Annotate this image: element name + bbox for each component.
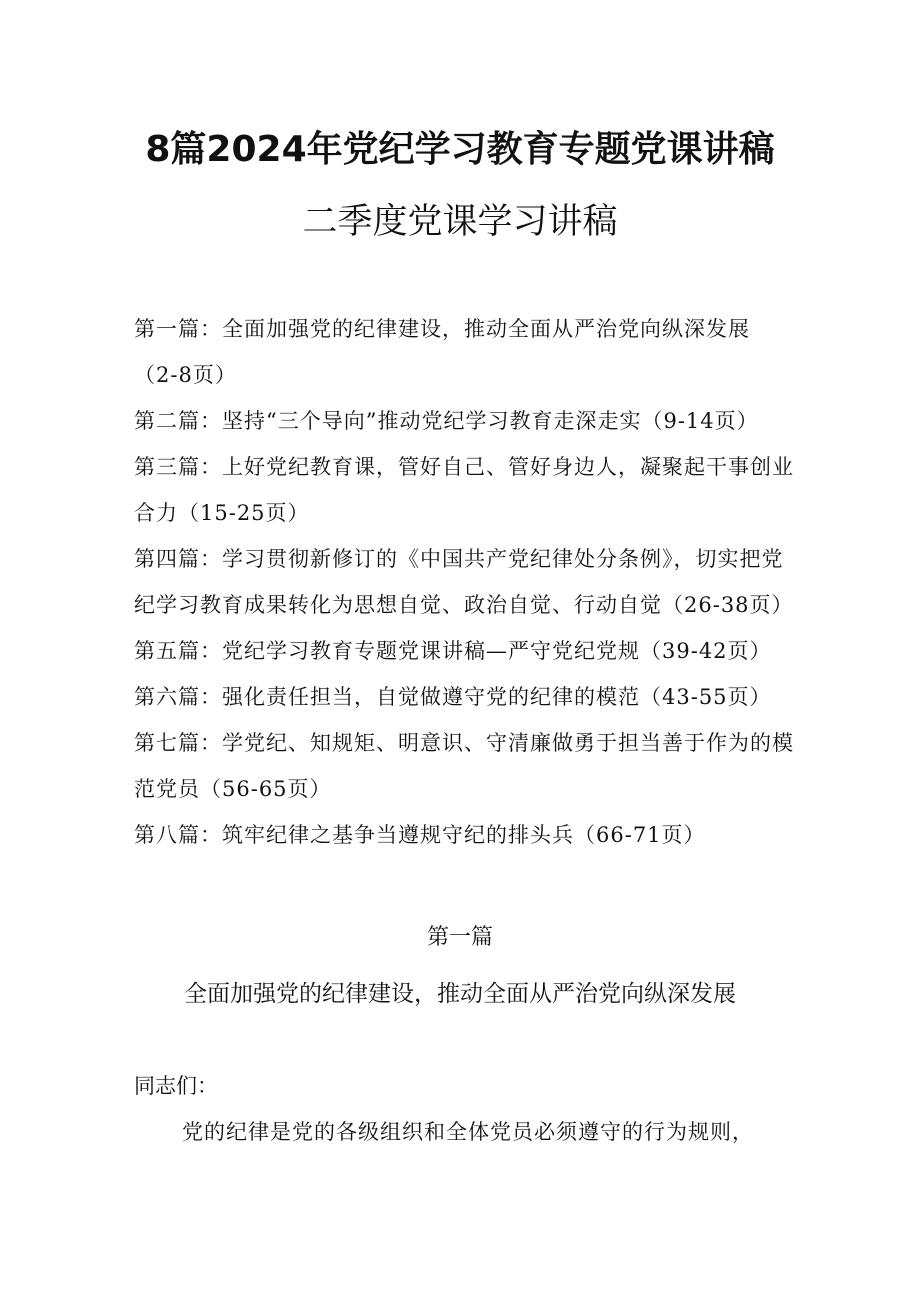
toc-item: 第四篇：学习贯彻新修订的《中国共产党纪律处分条例》，切实把党纪学习教育成果转化为思想自觉、政治自觉、行动自觉（26-38页）: [134, 547, 794, 617]
toc-item: 第一篇：全面加强党的纪律建设，推动全面从严治党向纵深发展（2-8页）: [134, 317, 750, 387]
salutation: 同志们：: [134, 1074, 218, 1098]
table-of-contents: [134, 306, 794, 858]
document-title: 8篇2024年党纪学习教育专题党课讲稿: [145, 129, 775, 170]
toc-item: 第八篇：筑牢纪律之基争当遵规守纪的排头兵（66-71页）: [134, 823, 706, 847]
toc-item: 第三篇：上好党纪教育课，管好自己、管好身边人，凝聚起干事创业合力（15-25页）: [134, 455, 794, 525]
section-label: 第一篇: [426, 925, 493, 950]
toc-item: 第七篇：学党纪、知规矩、明意识、守清廉做勇于担当善于作为的模范党员（56-65页）: [134, 731, 794, 801]
toc-item: 第二篇：坚持“三个导向”推动党纪学习教育走深走实（9-14页）: [134, 409, 759, 433]
toc-item: 第六篇：强化责任担当，自觉做遵守党的纪律的模范（43-55页）: [134, 685, 772, 709]
body-paragraph: 党的纪律是党的各级组织和全体党员必须遵守的行为规则，: [182, 1120, 754, 1144]
toc-item: 第五篇：党纪学习教育专题党课讲稿—严守党纪党规（39-42页）: [134, 639, 772, 663]
document-subtitle: 二季度党课学习讲稿: [302, 202, 618, 242]
section-title: 全面加强党的纪律建设，推动全面从严治党向纵深发展: [184, 981, 736, 1007]
